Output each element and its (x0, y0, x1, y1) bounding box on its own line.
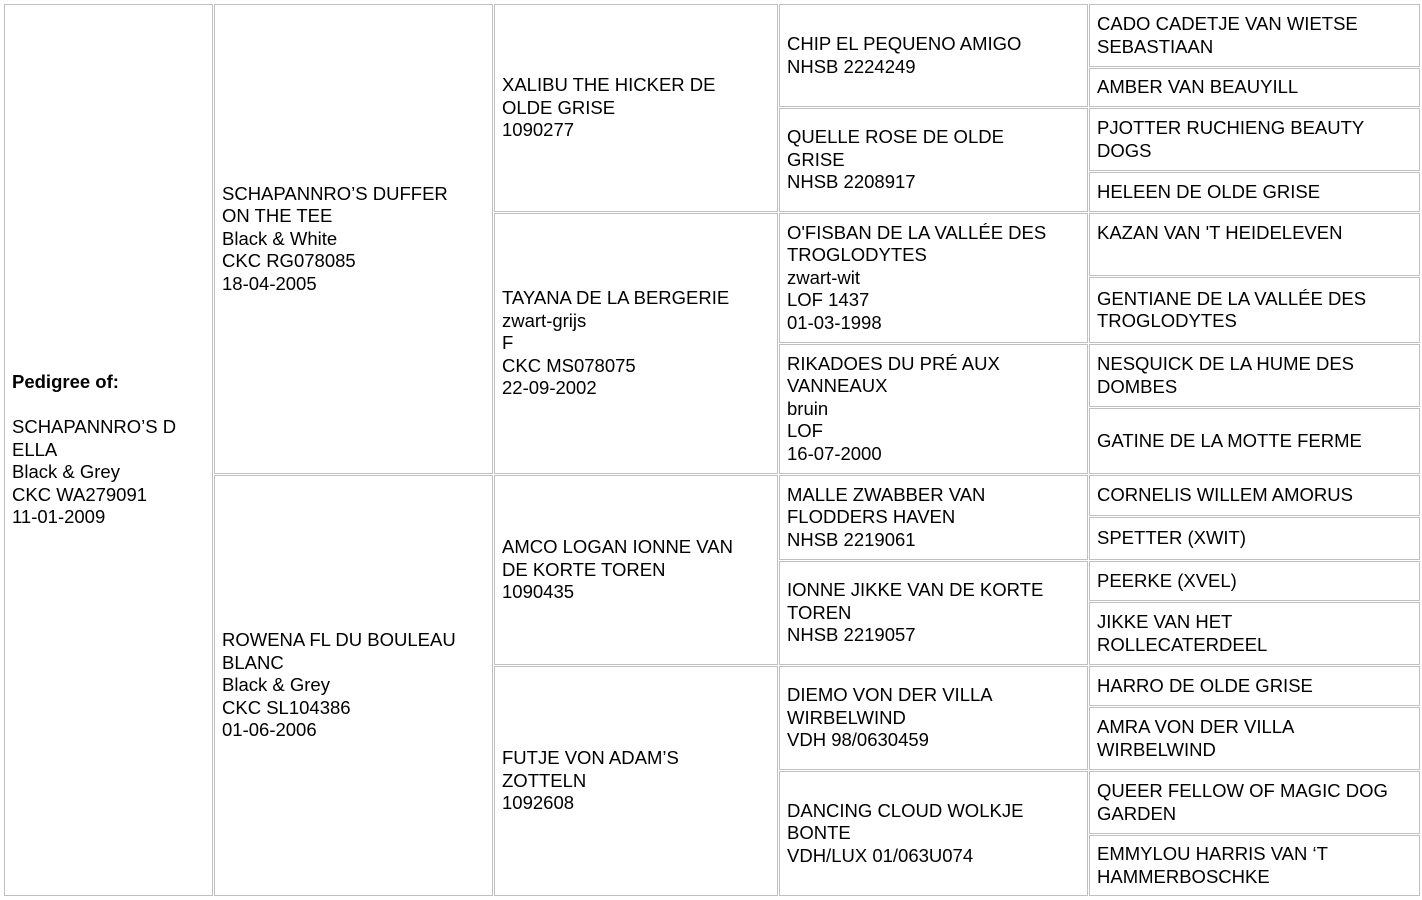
great-grandparent-cell (779, 344, 1088, 474)
great-great-grandparent-text (1097, 222, 1342, 245)
sire-text (222, 183, 448, 296)
great-great-grandparent-line: PJOTTER RUCHIENG BEAUTY (1097, 117, 1365, 138)
great-great-grandparent-cell (1089, 408, 1420, 474)
spacer (12, 394, 176, 417)
great-great-grandparent-text (1097, 353, 1354, 398)
great-great-grandparent-cell (1089, 213, 1420, 276)
great-great-grandparent-cell (1089, 835, 1420, 896)
great-grandparent-line: zwart-wit (787, 266, 860, 288)
subject-line: SCHAPANNRO’S D (12, 416, 177, 438)
great-grandparent-line: QUELLE ROSE DE OLDE (787, 126, 1004, 148)
great-grandparent-line: bruin (787, 397, 829, 419)
great-grandparent-cell (779, 108, 1088, 212)
great-grandparent-line: NHSB 2208917 (787, 171, 916, 193)
great-great-grandparent-line: GATINE DE LA MOTTE FERME (1097, 429, 1362, 451)
great-great-grandparent-line: HELEEN DE OLDE GRISE (1097, 180, 1321, 202)
great-great-grandparent-cell (1089, 277, 1420, 343)
great-great-grandparent-cell (1089, 771, 1420, 834)
great-grandparent-cell (779, 213, 1088, 343)
great-great-grandparent-line: WIRBELWIND (1097, 738, 1216, 760)
subject-line: 11-01-2009 (12, 506, 106, 528)
grandparent-cell (494, 666, 778, 896)
great-great-grandparent-cell (1089, 172, 1420, 212)
great-great-grandparent-line: AMRA VON DER VILLA (1097, 716, 1295, 737)
great-grandparent-text (787, 126, 1004, 194)
great-grandparent-line: NHSB 2219061 (787, 528, 916, 550)
great-great-grandparent-text (1097, 288, 1366, 333)
great-great-grandparent-line: ROLLECATERDEEL (1097, 633, 1268, 655)
great-great-grandparent-line: QUEER FELLOW OF MAGIC DOG (1097, 780, 1388, 801)
grandparent-cell (494, 475, 778, 665)
great-great-grandparent-text (1097, 430, 1362, 453)
grandparent-line: ZOTTELN (502, 769, 587, 791)
grandparent-line: 1092608 (502, 792, 575, 814)
great-grandparent-line: LOF 1437 (787, 289, 870, 311)
great-grandparent-line: TOREN (787, 601, 852, 623)
dam-line: ROWENA FL DU BOULEAU (222, 629, 456, 651)
great-great-grandparent-line: GENTIANE DE LA VALLÉE DES (1097, 287, 1367, 309)
great-grandparent-line: BONTE (787, 822, 851, 844)
great-grandparent-line: IONNE JIKKE VAN DE KORTE (787, 579, 1044, 601)
grandparent-line: XALIBU THE HICKER DE (502, 74, 716, 96)
grandparent-line: 1090435 (502, 581, 575, 603)
great-grandparent-line: DIEMO VON DER VILLA (787, 684, 993, 706)
dam-line: BLANC (222, 651, 284, 673)
great-great-grandparent-line: DOMBES (1097, 375, 1178, 397)
grandparent-line: TAYANA DE LA BERGERIE (502, 287, 730, 309)
great-grandparent-text (787, 33, 1021, 78)
great-grandparent-line: NHSB 2219057 (787, 624, 916, 646)
grandparent-line: F (502, 332, 514, 354)
grandparent-cell (494, 4, 778, 212)
great-great-grandparent-text (1097, 611, 1267, 656)
grandparent-line: zwart-grijs (502, 309, 587, 331)
great-grandparent-line: WIRBELWIND (787, 706, 906, 728)
grandparent-cell (494, 213, 778, 474)
subject-text (12, 371, 176, 529)
great-grandparent-cell (779, 561, 1088, 665)
great-great-grandparent-line: DOGS (1097, 139, 1152, 161)
great-great-grandparent-line: JIKKE VAN HET (1097, 611, 1233, 632)
grandparent-line: CKC MS078075 (502, 354, 636, 376)
great-great-grandparent-line: AMBER VAN BEAUYILL (1097, 76, 1299, 98)
great-great-grandparent-line: SEBASTIAAN (1097, 35, 1214, 57)
great-grandparent-line: VDH/LUX 01/063U074 (787, 844, 974, 866)
great-grandparent-line: LOF (787, 420, 823, 442)
great-grandparent-text (787, 353, 1000, 466)
great-great-grandparent-line: KAZAN VAN 'T HEIDELEVEN (1097, 222, 1343, 243)
great-grandparent-line: DANCING CLOUD WOLKJE (787, 799, 1024, 821)
great-great-grandparent-text (1097, 76, 1298, 99)
great-great-grandparent-line: SPETTER (XWIT) (1097, 527, 1247, 549)
great-great-grandparent-line: EMMYLOU HARRIS VAN ‘T (1097, 843, 1328, 864)
great-great-grandparent-cell (1089, 707, 1420, 770)
great-great-grandparent-cell (1089, 68, 1420, 107)
subject-line: Black & Grey (12, 461, 120, 483)
great-great-grandparent-line: TROGLODYTES (1097, 310, 1237, 331)
great-grandparent-line: 01-03-1998 (787, 311, 882, 333)
great-grandparent-line: CHIP EL PEQUENO AMIGO (787, 33, 1022, 54)
great-great-grandparent-line: PEERKE (XVEL) (1097, 569, 1237, 591)
great-grandparent-cell (779, 4, 1088, 107)
sire-cell (214, 4, 493, 474)
great-grandparent-text (787, 484, 985, 552)
great-grandparent-text (787, 222, 1046, 335)
great-grandparent-line: NHSB 2224249 (787, 55, 916, 77)
great-great-grandparent-text (1097, 181, 1320, 204)
great-great-grandparent-line: HAMMERBOSCHKE (1097, 865, 1270, 887)
grandparent-text (502, 747, 679, 815)
great-great-grandparent-cell (1089, 344, 1420, 407)
great-great-grandparent-line: CADO CADETJE VAN WIETSE (1097, 13, 1358, 34)
great-grandparent-cell (779, 771, 1088, 896)
great-grandparent-line: GRISE (787, 148, 845, 170)
great-grandparent-line: TROGLODYTES (787, 244, 927, 266)
great-grandparent-cell (779, 666, 1088, 770)
pedigree-heading: Pedigree of: (12, 371, 119, 393)
great-grandparent-text (787, 579, 1043, 647)
great-great-grandparent-text (1097, 716, 1294, 761)
great-great-grandparent-cell (1089, 602, 1420, 665)
great-great-grandparent-line: CORNELIS WILLEM AMORUS (1097, 484, 1353, 506)
great-grandparent-line: RIKADOES DU PRÉ AUX (787, 352, 1000, 374)
subject-line: ELLA (12, 438, 58, 460)
great-great-grandparent-text (1097, 527, 1246, 550)
great-grandparent-line: VDH 98/0630459 (787, 729, 929, 751)
great-great-grandparent-text (1097, 13, 1358, 58)
great-grandparent-text (787, 684, 993, 752)
great-great-grandparent-cell (1089, 517, 1420, 560)
grandparent-line: DE KORTE TOREN (502, 558, 666, 580)
grandparent-text (502, 287, 729, 400)
great-grandparent-line: FLODDERS HAVEN (787, 506, 956, 528)
dam-line: Black & Grey (222, 674, 330, 696)
great-great-grandparent-text (1097, 484, 1353, 507)
dam-text (222, 629, 456, 742)
sire-line: Black & White (222, 227, 338, 249)
great-great-grandparent-line: HARRO DE OLDE GRISE (1097, 674, 1313, 696)
sire-line: 18-04-2005 (222, 272, 317, 294)
dam-line: 01-06-2006 (222, 719, 317, 741)
great-great-grandparent-text (1097, 843, 1328, 888)
great-great-grandparent-text (1097, 117, 1364, 162)
great-great-grandparent-cell (1089, 475, 1420, 516)
grandparent-text (502, 536, 733, 604)
sire-line: SCHAPANNRO’S DUFFER (222, 182, 448, 204)
great-great-grandparent-cell (1089, 4, 1420, 67)
great-grandparent-line: VANNEAUX (787, 375, 888, 397)
great-great-grandparent-text (1097, 675, 1313, 698)
sire-line: CKC RG078085 (222, 250, 356, 272)
great-great-grandparent-text (1097, 780, 1388, 825)
great-great-grandparent-line: GARDEN (1097, 802, 1177, 824)
great-great-grandparent-cell (1089, 108, 1420, 171)
grandparent-line: OLDE GRISE (502, 96, 616, 118)
dam-line: CKC SL104386 (222, 696, 351, 718)
great-great-grandparent-line: NESQUICK DE LA HUME DES (1097, 353, 1355, 374)
grandparent-text (502, 74, 716, 142)
great-grandparent-line: MALLE ZWABBER VAN (787, 483, 986, 505)
great-great-grandparent-cell (1089, 561, 1420, 601)
grandparent-line: FUTJE VON ADAM’S (502, 747, 679, 769)
great-grandparent-line: 16-07-2000 (787, 442, 882, 464)
dam-cell (214, 475, 493, 896)
sire-line: ON THE TEE (222, 205, 333, 227)
great-grandparent-cell (779, 475, 1088, 560)
grandparent-line: AMCO LOGAN IONNE VAN (502, 536, 733, 558)
subject-line: CKC WA279091 (12, 483, 148, 505)
great-grandparent-line: O'FISBAN DE LA VALLÉE DES (787, 221, 1047, 243)
great-great-grandparent-text (1097, 570, 1237, 593)
grandparent-line: 22-09-2002 (502, 377, 597, 399)
great-grandparent-text (787, 800, 1023, 868)
subject-cell (4, 4, 213, 896)
great-great-grandparent-cell (1089, 666, 1420, 706)
grandparent-line: 1090277 (502, 119, 575, 141)
